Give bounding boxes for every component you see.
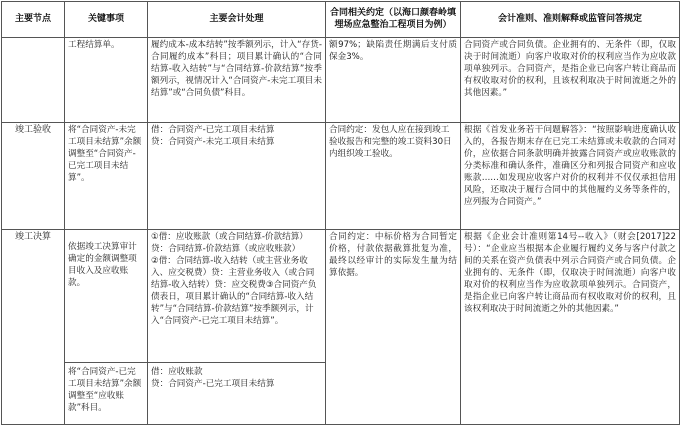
cell-node-empty bbox=[2, 38, 65, 123]
cell-accounting: 履约成本-成本结转”按季额列示，计入“存货-合同履约成本”科目；项目累计确认的“合同结算-收入结转”与“合同结算-价款结算”按季额列示，视情况计入“合同资产-未完工项目未结算”或“合同负债”科目。 bbox=[148, 38, 326, 123]
cell-contract: 合同约定：中标价格为合同暂定价格，付款依据截算批复为准，最终以经审计的实际发生量为结算依据。 bbox=[326, 230, 461, 425]
cell-accounting: 借：合同资产-已完工项目未结算 贷：合同资产-未完工项目未结算 bbox=[148, 123, 326, 230]
accounting-treatment-table bbox=[1, 1, 680, 425]
accounting-main: ①借：应收账款（或合同结算-价款结算）贷：合同结算-价款结算（或应收账款） ②借：合同结算-收入结转（或主营业务收入、应交税费）贷：主营业务收入（或合同结算-收入结转）贷：应交税费③合同资产负债表日，项目累计确认的“合同结算-收入结转”与“合同结算-价款结算”按季额列示，计入“合同资产-已完工项目未结算”。 bbox=[151, 232, 317, 326]
key-main: 依据竣工决算审计确定的金额调整项目收入及应收账款。 bbox=[68, 242, 137, 288]
cell-node-acceptance: 竣工验收 bbox=[2, 123, 65, 230]
accounting-sub: 借：应收账款 贷：合同资产-已完工项目未结算 bbox=[148, 362, 325, 390]
cell-contract: 合同约定：发包人应在接到竣工验收报告和完整的竣工资料30日内组织竣工验收。 bbox=[326, 123, 461, 230]
header-standards: 会计准则、准则解释或监管问答规定 bbox=[461, 2, 680, 38]
cell-key: 将“合同资产-未完工项目未结算”余额调整至“合同资产-已完工项目未结算”。 bbox=[65, 123, 148, 230]
header-node: 主要节点 bbox=[2, 2, 65, 38]
header-accounting: 主要会计处理 bbox=[148, 2, 326, 38]
cell-standards: 根据《首发业务若干问题解答》：“按照影响进度确认收入的，各报告期末存在已完工未结算或未收款的合同对价，应依据合同条款明确并披露合同资产或应收账款的分类标准和确认条件，准确区分和列报合同资产和应收账款……如发现应收客户对价的权利并不仅仅承担信用风险，还取决于履行合同中的其他履约义务等条件的，应列报为合同资产。” bbox=[461, 123, 680, 230]
table-row-acceptance bbox=[2, 123, 680, 230]
header-contract: 合同相关约定（以海口颜春岭填埋场应急整治工程项目为例） bbox=[326, 2, 461, 38]
cell-standards: 合同资产或合同负债。企业拥有的、无条件（即，仅取决于时间流逝）向客户收取对价的权利应当作为应收款项单独列示。合同资产，是指企业已向客户转让商品而有权收取对价的权利，且该权利取决于时间流逝之外的其他因素。” bbox=[461, 38, 680, 123]
cell-accounting bbox=[148, 230, 326, 425]
table-row-settlement bbox=[2, 38, 680, 123]
cell-standards: 根据《企业会计准则第14号--收入》（财会[2017]22号）：“企业应当根据本企业履行履约义务与客户付款之间的关系在资产负债表中列示合同资产或合同负债。企业拥有的、无条件（即，仅取决于时间流逝）向客户收取对价的权利应当作为应收款项单独列示。合同资产，是指企业已向客户转让商品而有权收取对价的权利，且该权利取决于时间流逝之外的其他因素。” bbox=[461, 230, 680, 425]
header-row bbox=[2, 2, 680, 38]
cell-contract: 额97%；缺陷责任期满后支付质保金3%。 bbox=[326, 38, 461, 123]
cell-node-final-accounts: 竣工决算 bbox=[2, 230, 65, 425]
header-key-matters: 关键事项 bbox=[65, 2, 148, 38]
cell-key: 工程结算单。 bbox=[65, 38, 148, 123]
table-row-final-accounts bbox=[2, 230, 680, 425]
cell-key bbox=[65, 230, 148, 425]
key-sub: 将“合同资产-已完工项目未结算”余额调整至“应收账款”科目。 bbox=[65, 362, 147, 414]
